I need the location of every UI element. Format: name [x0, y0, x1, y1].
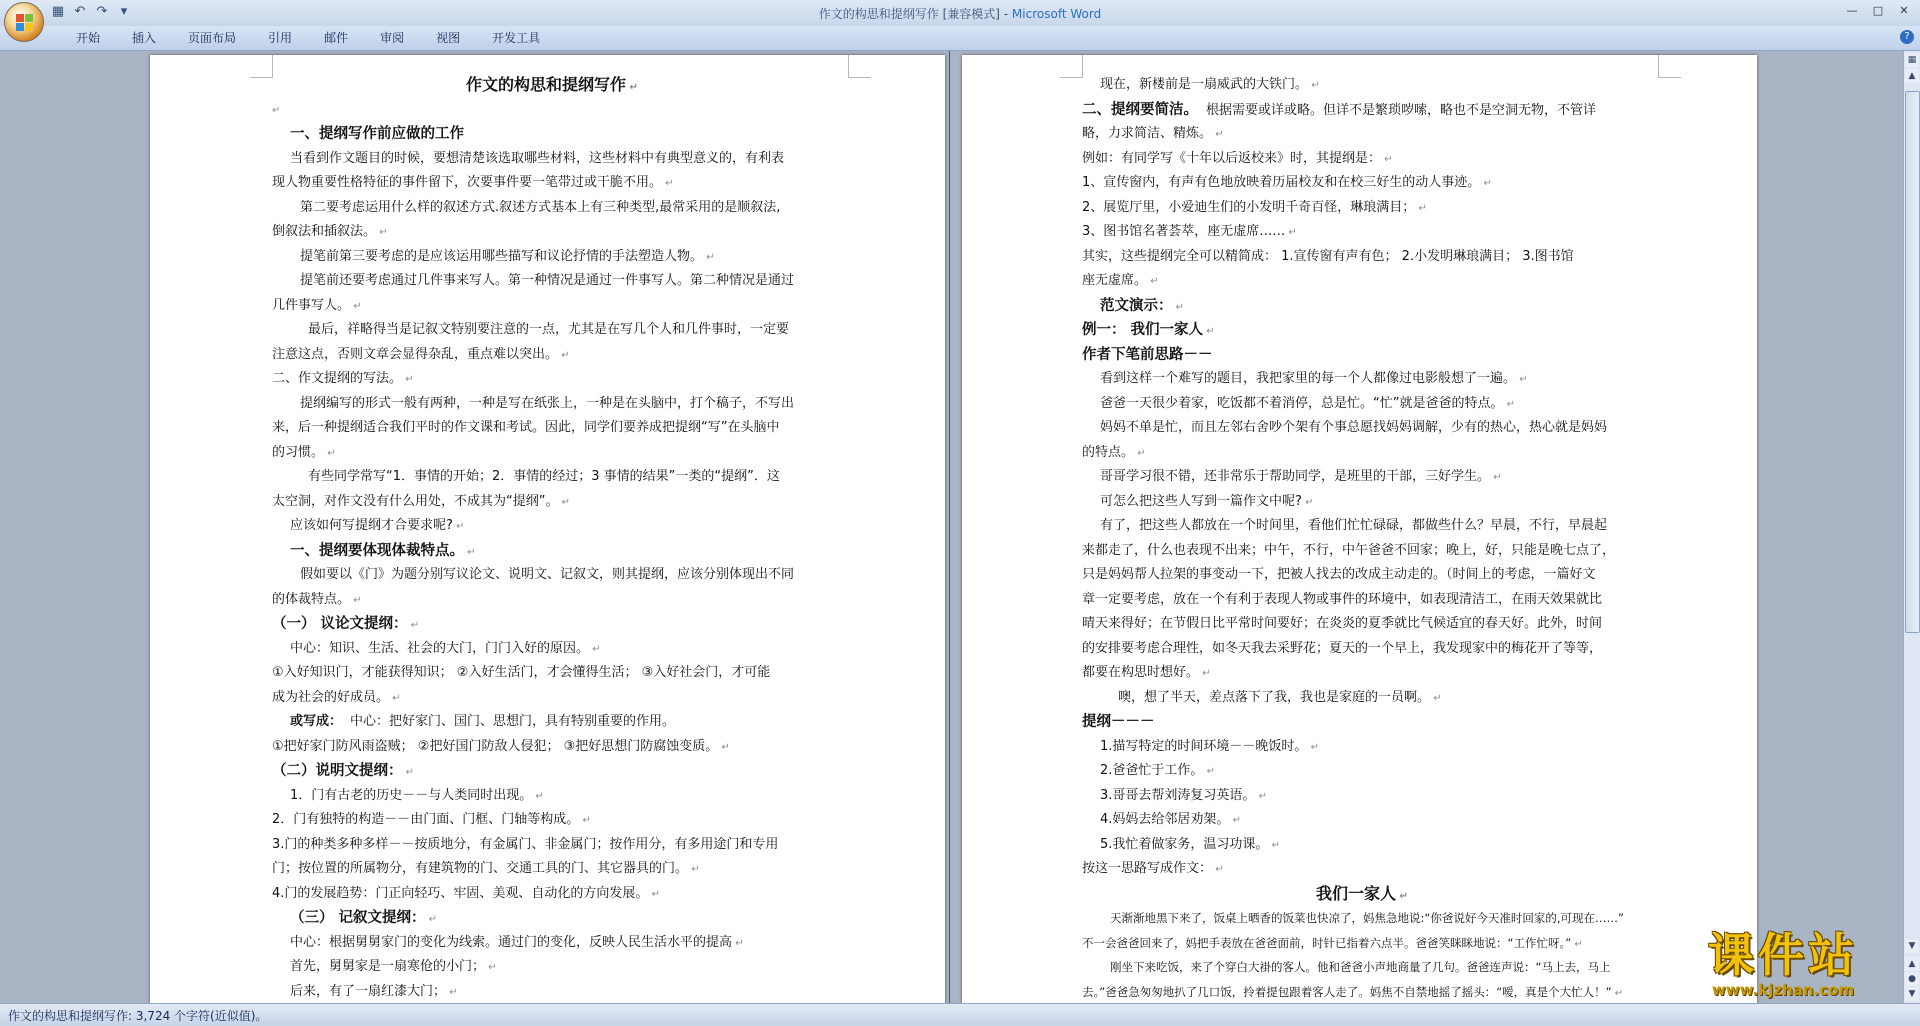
text-line [272, 686, 832, 711]
paragraph-mark-icon: ↵ [402, 374, 414, 385]
text-line [1082, 882, 1642, 907]
next-page-icon[interactable]: ▼ [1905, 987, 1919, 1001]
line-text: 去。”爸爸急匆匆地扒了几口饭，拎着提包跟着客人走了。妈焦不自禁地摇了摇头：“嗳，真是个大忙人！” [1082, 984, 1612, 999]
scroll-up-icon[interactable]: ▲ [1905, 69, 1919, 83]
text-line [272, 563, 832, 588]
line-text: 3.门的种类多种多样－－按质地分，有金属门、非金属门；按作用分，有多用途门和专用 [272, 836, 779, 852]
line-text: 的体裁特点。 [272, 591, 351, 607]
paragraph-mark-icon: ↵ [688, 864, 700, 875]
line-text: 当看到作文题目的时候，要想清楚该选取哪些材料，这些材料中有典型意义的，有利表 [290, 150, 785, 166]
text-line [272, 906, 832, 931]
text-line [272, 245, 832, 270]
line-text: 章一定要考虑，放在一个有利于表现人物或事件的环境中，如表现清洁工，在雨天效果就比 [1082, 591, 1603, 607]
line-text: 的安排要考虑合理性，如冬天我去采野花；夏天的一个早上，我发现家中的梅花开了等等， [1082, 640, 1603, 656]
line-text: 提笔前第三要考虑的是应该运用哪些描写和议论抒情的手法塑造人物。 [300, 248, 704, 264]
line-text: 有了，把这些人都放在一个时间里，看他们忙忙碌碌，都做些什么？早晨，不行，早晨起 [1100, 518, 1608, 533]
line-text: 根据需要或详或略。但详不是繁琐哕嗦，略也不是空洞无物，不管详 [1206, 102, 1597, 118]
line-text: 2．门有独特的构造－－由门面、门框、门轴等构成。 [272, 812, 580, 827]
line-text: 现人物重要性格特征的事件留下，次要事件要一笔带过或干脆不用。 [272, 175, 663, 190]
help-icon[interactable]: ? [1900, 30, 1914, 44]
margin-corner [1060, 55, 1083, 78]
paragraph-mark-icon: ↵ [1307, 741, 1319, 753]
text-line [1082, 171, 1642, 196]
line-text: 二、作文提纲的写法。 [272, 371, 403, 386]
line-text: 3.哥哥去帮刘涛复习英语。 [1100, 787, 1256, 803]
text-line [272, 759, 832, 784]
paragraph-mark-icon: ↵ [446, 986, 458, 998]
minimize-icon[interactable]: — [1846, 4, 1858, 17]
tab-1[interactable]: 插入 [132, 31, 157, 45]
paragraph-mark-icon: ↵ [1255, 790, 1267, 802]
line-text: 后来，有了一扇红漆大门； [290, 983, 447, 999]
margin-corner [250, 55, 273, 78]
text-line [1082, 196, 1642, 221]
window-controls [1840, 2, 1916, 20]
line-text: 只是妈妈帮人拉架的事变动一下，把被人找去的改成主动走的。（时间上的考虑，一篇好文 [1082, 567, 1596, 582]
text-line [1082, 906, 1642, 931]
text-line [1082, 539, 1642, 564]
line-text: 中心：根据舅舅家门的变化为线索。通过门的变化，反映人民生活水平的提高 [290, 934, 733, 950]
previous-page-icon[interactable]: ▲ [1905, 957, 1919, 971]
line-text: 中心：把好家门、国门、思想门，具有特别重要的作用。 [350, 714, 676, 729]
paragraph-mark-icon: ↵ [376, 227, 388, 238]
text-line [272, 343, 832, 368]
line-text: 的习惯。 [272, 444, 325, 460]
text-line [1082, 857, 1642, 882]
watermark-url: www.kjzhan.com [1711, 981, 1855, 999]
window-title-doc: 作文的构思和提纲写作 [兼容模式] - [818, 7, 1012, 21]
window-title [0, 5, 1920, 22]
page-1-content[interactable] [272, 73, 832, 1003]
text-line [272, 710, 832, 735]
office-logo-icon [16, 14, 33, 31]
text-line [1082, 294, 1642, 319]
paragraph-mark-icon: ↵ [485, 962, 497, 973]
paragraph-mark-icon: ↵ [350, 594, 362, 606]
page-gap-line [949, 51, 950, 1003]
line-text: 4.门的发展趋势：门正向轻巧、牢固、美观、自动化的方向发展。 [272, 885, 649, 901]
text-line [272, 980, 832, 1004]
paragraph-mark-icon: ↵ [1203, 326, 1215, 337]
text-line [272, 392, 832, 417]
paragraph-mark-icon: ↵ [1490, 472, 1502, 483]
line-text: 例如：有同学写《十年以后返校来》时，其提纲是： [1082, 150, 1382, 166]
save-icon[interactable]: ▦ [51, 4, 65, 19]
paragraph-mark-icon: ↵ [1396, 890, 1408, 902]
page-2-content[interactable] [1082, 73, 1642, 1003]
page-2[interactable] [962, 55, 1757, 1003]
paragraph-mark-icon: ↵ [389, 692, 401, 704]
paragraph-mark-icon: ↵ [1134, 447, 1146, 459]
text-line [272, 367, 832, 392]
line-text: ①把好家门防风雨盗贼； ②把好国门防敌人侵犯； ③把好思想门防腐蚀变质。 [272, 738, 719, 754]
text-line [272, 416, 832, 441]
text-line [272, 955, 832, 980]
paragraph-mark-icon: ↵ [732, 937, 744, 949]
line-text: 几件事写人。 [272, 297, 351, 313]
line-text: 1．门有古老的历史－－与人类同时出现。 [290, 787, 533, 803]
watermark-text: 课件站 [1708, 928, 1858, 982]
text-line [272, 196, 832, 221]
paragraph-mark-icon: ↵ [1308, 80, 1320, 91]
line-text: 门；按位置的所属物分，有建筑物的门、交通工具的门、其它器具的门。 [272, 861, 689, 876]
line-text: 太空洞，对作文没有什么用处，不成其为“提纲”。 [272, 493, 559, 509]
scrollbar-thumb[interactable] [1905, 91, 1920, 633]
line-text: 爸爸一天很少着家，吃饭都不着消停，总是忙。“忙”就是爸爸的特点。 [1100, 395, 1504, 411]
page-1[interactable] [150, 55, 945, 1003]
text-line [1082, 710, 1642, 735]
paragraph-mark-icon: ↵ [464, 546, 476, 558]
line-text: 作文的构思和提纲写作 [466, 75, 627, 94]
text-line [272, 784, 832, 809]
title-bar [0, 0, 1920, 26]
line-text: 注意这点，否则文章会显得杂乱，重点难以突出。 [272, 346, 559, 362]
line-text: 首先，舅舅家是一扇寒伧的小门； [290, 959, 486, 974]
office-button[interactable] [4, 2, 44, 42]
text-line [272, 735, 832, 760]
text-line [1082, 588, 1642, 613]
line-text: 来都走了，什么也表现不出来；中午，不行，中午爸爸不回家；晚上，好，只能是晚七点了， [1082, 542, 1616, 558]
text-line [272, 73, 832, 98]
text-line [1082, 955, 1642, 980]
line-text: 中心：知识、生活、社会的大门，门门入好的原因。 [290, 640, 590, 656]
text-line [1082, 661, 1642, 686]
line-text: 都要在构思时想好。 [1082, 665, 1200, 680]
line-text: 略，力求简洁、精炼。 [1082, 126, 1213, 141]
line-text: 有些同学常写“1．事情的开始；2．事情的经过；3 事情的结果”一类的“提纲”．这 [308, 469, 780, 484]
paragraph-mark-icon: ↵ [1381, 153, 1393, 165]
paragraph-mark-icon: ↵ [703, 251, 715, 263]
customize-icon[interactable]: ▾ [120, 4, 128, 19]
line-text: 来，后一种提纲适合我们平时的作文课和考试。因此，同学们要养成把提纲“写”在头脑中 [272, 420, 780, 435]
line-text: 看到这样一个难写的题目，我把家里的每一个人都像过电影般想了一遍。 [1100, 371, 1517, 386]
document-area[interactable] [0, 51, 1904, 1003]
line-text: 一、提纲写作前应做的工作 [290, 126, 464, 142]
line-text: 刚坐下来吃饭，来了个穿白大褂的客人。他和爸爸小声地商量了几句。爸爸连声说：“马上去，马上 [1110, 960, 1611, 974]
paragraph-mark-icon: ↵ [1212, 129, 1224, 140]
paragraph-mark-icon: ↵ [532, 790, 544, 802]
paragraph-mark-icon: ↵ [1203, 766, 1215, 777]
line-text: 晴天来得好；在节假日比平常时间要好；在炎炎的夏季就比气候适宜的春天好。此外，时间 [1082, 616, 1603, 631]
text-line [1082, 318, 1642, 343]
line-text: 提纲－－－ [1082, 714, 1155, 730]
tab-6[interactable]: 视图 [436, 31, 461, 45]
tab-7[interactable]: 开发工具 [492, 31, 541, 45]
text-line [1082, 759, 1642, 784]
line-text: 按这一思路写成作文： [1082, 861, 1213, 876]
line-text: 2.爸爸忙于工作。 [1100, 763, 1204, 778]
line-text: 提笔前还要考虑通过几件事来写人。第一种情况是通过一件事写人。第二种情况是通过 [300, 273, 795, 288]
paragraph-mark-icon: ↵ [648, 888, 660, 900]
ribbon [0, 26, 1920, 51]
tab-2[interactable]: 页面布局 [188, 31, 237, 45]
line-text: 天渐渐地黑下来了，饭桌上晒香的饭菜也快凉了，妈焦急地说:“你爸说好今天准时回家的,可现在……” [1110, 911, 1624, 925]
line-text: 其实，这些提纲完全可以精简成： 1.宣传窗有声有色； 2.小发明琳琅满目； 3.图书馆 [1082, 248, 1574, 264]
text-line [1082, 490, 1642, 515]
text-line [272, 490, 832, 515]
text-line [1082, 563, 1642, 588]
paragraph-mark-icon: ↵ [1285, 227, 1297, 238]
line-text: 1.描写特定的时间环境－－晚饭时。 [1100, 738, 1308, 754]
text-line [272, 171, 832, 196]
text-line [272, 612, 832, 637]
text-line [1082, 637, 1642, 662]
line-text: （一） 议论文提纲： [272, 616, 408, 632]
text-line [272, 857, 832, 882]
tab-5[interactable]: 审阅 [380, 31, 405, 45]
line-text: 提纲编写的形式一般有两种，一种是写在纸张上，一种是在头脑中，打个稿子，不写出 [300, 395, 795, 411]
text-line [272, 588, 832, 613]
line-text: 哥哥学习很不错，还非常乐于帮助同学，是班里的干部，三好学生。 [1100, 469, 1491, 484]
line-text: 作者下笔前思路－－ [1082, 346, 1213, 363]
line-text: 一、提纲要体现体裁特点。 [290, 542, 464, 559]
paragraph-mark-icon: ↵ [1430, 692, 1442, 704]
status-bar [0, 1003, 1920, 1026]
text-line [1082, 808, 1642, 833]
tab-0[interactable]: 开始 [76, 31, 101, 45]
text-line [1082, 833, 1642, 858]
line-text: 倒叙法和插叙法。 [272, 224, 377, 239]
text-line [272, 122, 832, 147]
text-line [1082, 147, 1642, 172]
tab-4[interactable]: 邮件 [324, 31, 349, 45]
text-line [272, 147, 832, 172]
paragraph-mark-icon: ↵ [1147, 276, 1159, 287]
text-line [272, 637, 832, 662]
line-text: ①入好知识门，才能获得知识； ②入好生活门，才会懂得生活； ③入好社会门，才可能 [272, 665, 771, 680]
line-text: 最后，祥略得当是记叙文特别要注意的一点，尤其是在写几个人和几件事时，一定要 [308, 322, 790, 337]
line-text: 2、展览厅里，小爱迪生们的小发明千奇百怪，琳琅满目； [1082, 199, 1416, 215]
text-line [1082, 735, 1642, 760]
text-line [1082, 441, 1642, 466]
text-line [272, 318, 832, 343]
margin-corner [1658, 55, 1681, 78]
paragraph-mark-icon: ↵ [558, 496, 571, 508]
window-title-app: Microsoft Word [1011, 7, 1102, 21]
line-text: （二）说明文提纲： [272, 763, 403, 779]
line-text: 假如要以《门》为题分别写议论文、说明文、记叙文，则其提纲，应该分别体现出不同 [300, 567, 795, 582]
text-line [272, 98, 832, 123]
paragraph-mark-icon: ↵ [1229, 815, 1241, 826]
ribbon-tabs [60, 30, 556, 46]
line-text: 妈妈不单是忙，而且左邻右舍吵个架有个事总愿找妈妈调解，少有的热心，热心就是妈妈 [1100, 420, 1608, 435]
scroll-down-icon[interactable]: ▼ [1905, 939, 1919, 953]
close-icon[interactable]: ✕ [1899, 4, 1909, 17]
paragraph-mark-icon: ↵ [1503, 398, 1516, 410]
vertical-scrollbar[interactable] [1903, 51, 1920, 1003]
text-line [272, 514, 832, 539]
paragraph-mark-icon: ↵ [626, 82, 638, 93]
text-line [272, 269, 832, 294]
text-line [1082, 367, 1642, 392]
paragraph-mark-icon: ↵ [425, 914, 438, 925]
paragraph-mark-icon: ↵ [1571, 938, 1583, 950]
watermark [1668, 929, 1898, 999]
text-line [272, 661, 832, 686]
line-text: 不一会爸爸回来了，妈把手表放在爸爸面前，时针已指着六点半。爸爸笑眯眯地说：“工作忙呀。” [1082, 935, 1572, 950]
paragraph-mark-icon: ↵ [324, 447, 336, 459]
line-text: 的特点。 [1082, 444, 1135, 460]
paragraph-mark-icon: ↵ [1415, 202, 1427, 214]
paragraph-mark-icon: ↵ [1212, 864, 1224, 875]
text-line [1082, 612, 1642, 637]
text-line [272, 882, 832, 907]
paragraph-mark-icon: ↵ [1611, 987, 1624, 999]
text-line [1082, 931, 1642, 956]
line-text: 4.妈妈去给邻居劝架。 [1100, 812, 1230, 827]
text-line [272, 220, 832, 245]
line-text: 应该如何写提纲才合要求呢? [290, 518, 453, 533]
paragraph-mark-icon: ↵ [589, 643, 601, 655]
paragraph-mark-icon: ↵ [579, 815, 591, 826]
redo-icon[interactable]: ↷ [96, 4, 108, 19]
line-text: （三） 记叙文提纲： [290, 910, 426, 926]
line-text: 噢，想了半天，差点落下了我，我也是家庭的一员啊。 [1118, 689, 1431, 705]
line-text: 或写成： [290, 714, 343, 729]
paragraph-mark-icon: ↵ [1268, 839, 1280, 851]
paragraph-mark-icon: ↵ [1480, 178, 1492, 189]
text-line [272, 294, 832, 319]
text-line [272, 808, 832, 833]
margin-corner [848, 55, 871, 78]
line-text: 座无虚席。 [1082, 273, 1148, 288]
text-line [1082, 269, 1642, 294]
text-line [1082, 514, 1642, 539]
paragraph-mark-icon: ↵ [1172, 301, 1185, 313]
line-text: 可怎么把这些人写到一篇作文中呢? [1100, 493, 1302, 509]
text-line [1082, 220, 1642, 245]
text-line [1082, 122, 1642, 147]
text-line [1082, 980, 1642, 1004]
line-text: 3、图书馆名著荟萃，座无虚席…… [1082, 224, 1286, 239]
line-text: 1、宣传窗内，有声有色地放映着历届校友和在校三好生的动人事迹。 [1082, 175, 1481, 190]
paragraph-mark-icon: ↵ [558, 349, 570, 361]
status-text: 作文的构思和提纲写作: 3,724 个字符(近似值)。 [8, 1009, 268, 1023]
paragraph-mark-icon: ↵ [407, 620, 420, 631]
line-text: 第二要考虑运用什么样的叙述方式.叙述方式基本上有三种类型,最常采用的是顺叙法, [300, 199, 781, 215]
text-line [1082, 245, 1642, 270]
paragraph-mark-icon: ↵ [402, 767, 415, 778]
line-text: 成为社会的好成员。 [272, 689, 390, 705]
browse-object-icon[interactable]: ● [1905, 972, 1919, 986]
paragraph-mark-icon: ↵ [1199, 668, 1211, 679]
text-line [1082, 343, 1642, 368]
paragraph-mark-icon: ↵ [1516, 374, 1528, 385]
text-line [1082, 784, 1642, 809]
ruler-toggle-icon[interactable]: ▦ [1905, 53, 1919, 67]
paragraph-mark-icon: ↵ [452, 521, 465, 532]
text-line [1082, 392, 1642, 417]
text-line [1082, 686, 1642, 711]
text-line [272, 465, 832, 490]
line-text: 我们一家人 [1316, 883, 1397, 903]
text-line [272, 441, 832, 466]
tab-3[interactable]: 引用 [268, 31, 293, 45]
text-line [1082, 416, 1642, 441]
text-line [272, 539, 832, 564]
text-line [272, 931, 832, 956]
line-text: 现在，新楼前是一扇威武的大铁门。 [1100, 77, 1309, 92]
text-line [272, 833, 832, 858]
paragraph-mark-icon: ↵ [350, 300, 362, 312]
text-line [1082, 98, 1642, 123]
paragraph-mark-icon: ↵ [1301, 496, 1314, 508]
undo-icon[interactable]: ↶ [74, 4, 86, 19]
paragraph-mark-icon: ↵ [662, 178, 674, 189]
line-text: 二、提纲要简洁。 [1082, 101, 1198, 118]
line-text: 范文演示： [1100, 297, 1173, 314]
paragraph-mark-icon: ↵ [272, 104, 281, 116]
line-text: 例一： 我们一家人 [1082, 322, 1204, 338]
text-line [1082, 465, 1642, 490]
paragraph-mark-icon: ↵ [718, 741, 730, 753]
text-line [1082, 73, 1642, 98]
line-text: 5.我忙着做家务，温习功课。 [1100, 836, 1269, 852]
maximize-icon[interactable]: □ [1872, 4, 1884, 17]
